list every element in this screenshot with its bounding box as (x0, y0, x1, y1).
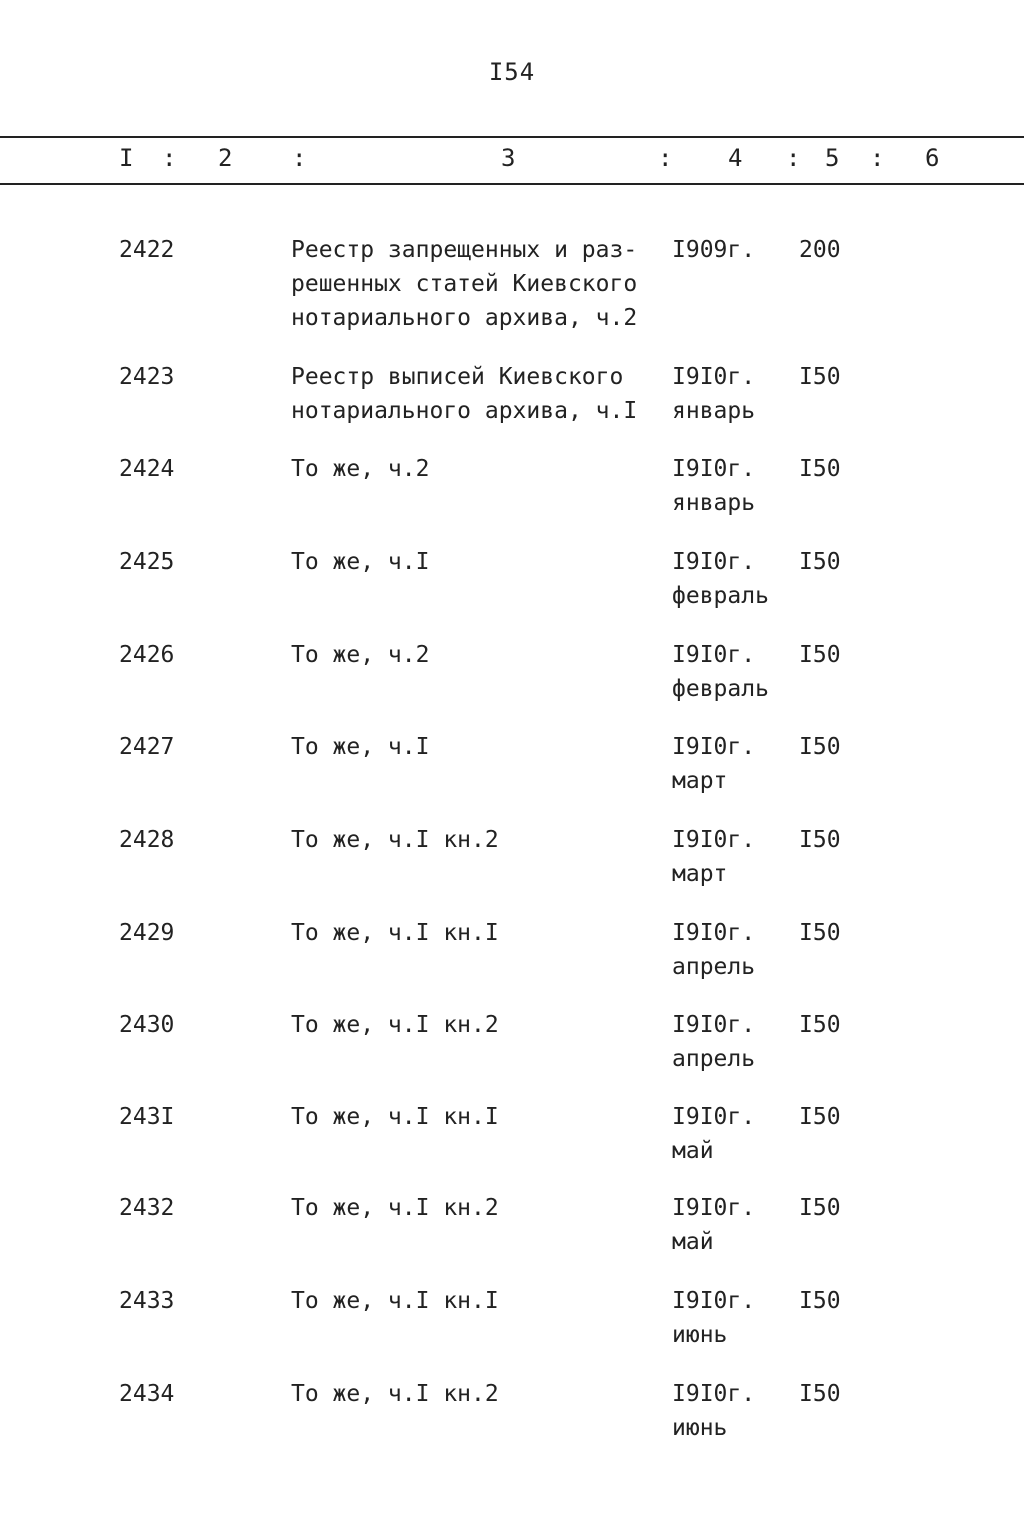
header-bottom-rule (0, 183, 1024, 185)
col-header-3: 3 (501, 144, 516, 172)
item-date: I9I0г. июнь (672, 1381, 756, 1441)
item-title: Реестр выписей Киевского нотариального архива, ч.I (291, 364, 638, 424)
col-header-sep: : (870, 144, 885, 172)
item-count: I50 (799, 1381, 841, 1407)
item-title: То же, ч.2 (291, 456, 430, 482)
item-title: То же, ч.I (291, 549, 430, 575)
col-header-sep: : (786, 144, 801, 172)
item-title: То же, ч.I кн.2 (291, 1381, 499, 1407)
item-number: 2428 (119, 827, 175, 853)
item-date: I909г. (672, 237, 756, 263)
item-count: I50 (799, 642, 841, 668)
item-count: I50 (799, 1012, 841, 1038)
item-date: I9I0г. февраль (672, 642, 769, 702)
item-count: I50 (799, 734, 841, 760)
item-count: I50 (799, 364, 841, 390)
item-title: То же, ч.I (291, 734, 430, 760)
item-date: I9I0г. апрель (672, 1012, 756, 1072)
col-header-6: 6 (925, 144, 940, 172)
col-header-sep: : (658, 144, 673, 172)
item-count: I50 (799, 827, 841, 853)
item-date: I9I0г. март (672, 734, 756, 794)
item-number: 2422 (119, 237, 175, 263)
item-number: 2433 (119, 1288, 175, 1314)
item-title: То же, ч.I кн.2 (291, 1012, 499, 1038)
item-number: 2427 (119, 734, 175, 760)
item-title: То же, ч.I кн.2 (291, 827, 499, 853)
item-title: То же, ч.2 (291, 642, 430, 668)
item-date: I9I0г. февраль (672, 549, 769, 609)
col-header-2: 2 (218, 144, 233, 172)
item-number: 2432 (119, 1195, 175, 1221)
col-header-sep: : (162, 144, 177, 172)
item-date: I9I0г. май (672, 1104, 756, 1164)
item-count: I50 (799, 920, 841, 946)
item-count: I50 (799, 1288, 841, 1314)
item-number: 2429 (119, 920, 175, 946)
item-count: I50 (799, 549, 841, 575)
item-number: 2423 (119, 364, 175, 390)
col-header-1: I (119, 144, 134, 172)
col-header-sep: : (292, 144, 307, 172)
item-title: То же, ч.I кн.2 (291, 1195, 499, 1221)
item-number: 2430 (119, 1012, 175, 1038)
item-date: I9I0г. июнь (672, 1288, 756, 1348)
item-title: То же, ч.I кн.I (291, 1104, 499, 1130)
item-count: 200 (799, 237, 841, 263)
item-date: I9I0г. май (672, 1195, 756, 1255)
item-number: 2425 (119, 549, 175, 575)
item-count: I50 (799, 1104, 841, 1130)
item-number: 2426 (119, 642, 175, 668)
item-date: I9I0г. январь (672, 456, 756, 516)
item-date: I9I0г. апрель (672, 920, 756, 980)
item-number: 2424 (119, 456, 175, 482)
header-top-rule (0, 136, 1024, 138)
item-number: 243I (119, 1104, 175, 1130)
item-title: То же, ч.I кн.I (291, 920, 499, 946)
item-title: Реестр запрещенных и раз- решенных статей Киевского нотариального архива, ч.2 (291, 237, 638, 331)
page-number: I54 (488, 58, 536, 86)
item-date: I9I0г. январь (672, 364, 756, 424)
item-title: То же, ч.I кн.I (291, 1288, 499, 1314)
item-date: I9I0г. март (672, 827, 756, 887)
item-count: I50 (799, 456, 841, 482)
col-header-5: 5 (825, 144, 840, 172)
item-count: I50 (799, 1195, 841, 1221)
col-header-4: 4 (728, 144, 743, 172)
item-number: 2434 (119, 1381, 175, 1407)
